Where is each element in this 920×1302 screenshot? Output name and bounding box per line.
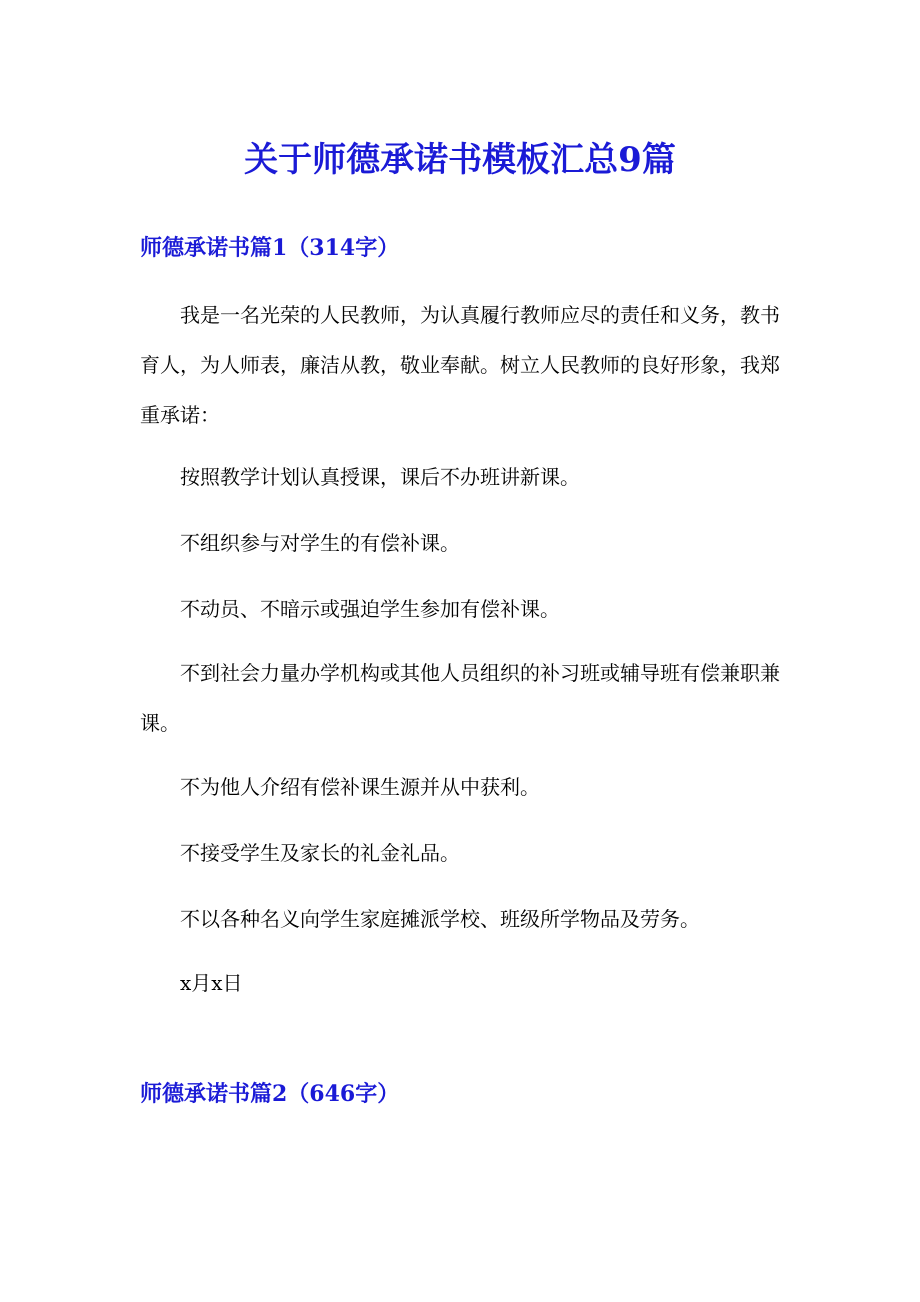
paragraph-pledge-1: 按照教学计划认真授课，课后不办班讲新课。 [180,465,580,489]
paragraph-pledge-4: 不到社会力量办学机构或其他人员组织的补习班或辅导班有偿兼职兼课。 [140,661,780,735]
section-heading-1: 师德承诺书篇1（314字） [140,235,400,261]
paragraph-pledge-6: 不接受学生及家长的礼金礼品。 [180,841,460,865]
paragraph-pledge-2: 不组织参与对学生的有偿补课。 [180,531,460,555]
paragraph-pledge-5: 不为他人介绍有偿补课生源并从中获利。 [180,775,540,799]
paragraph-intro: 我是一名光荣的人民教师，为认真履行教师应尽的责任和义务，教书育人，为人师表，廉洁从教，敬业奉献。树立人民教师的良好形象，我郑重承诺： [140,303,780,427]
section-heading-2: 师德承诺书篇2（646字） [140,1081,400,1107]
paragraph-date: x月x日 [180,971,243,995]
document-title: 关于师德承诺书模板汇总9篇 [244,140,676,180]
paragraph-pledge-3: 不动员、不暗示或强迫学生参加有偿补课。 [180,597,560,621]
paragraph-pledge-7: 不以各种名义向学生家庭摊派学校、班级所学物品及劳务。 [180,907,700,931]
